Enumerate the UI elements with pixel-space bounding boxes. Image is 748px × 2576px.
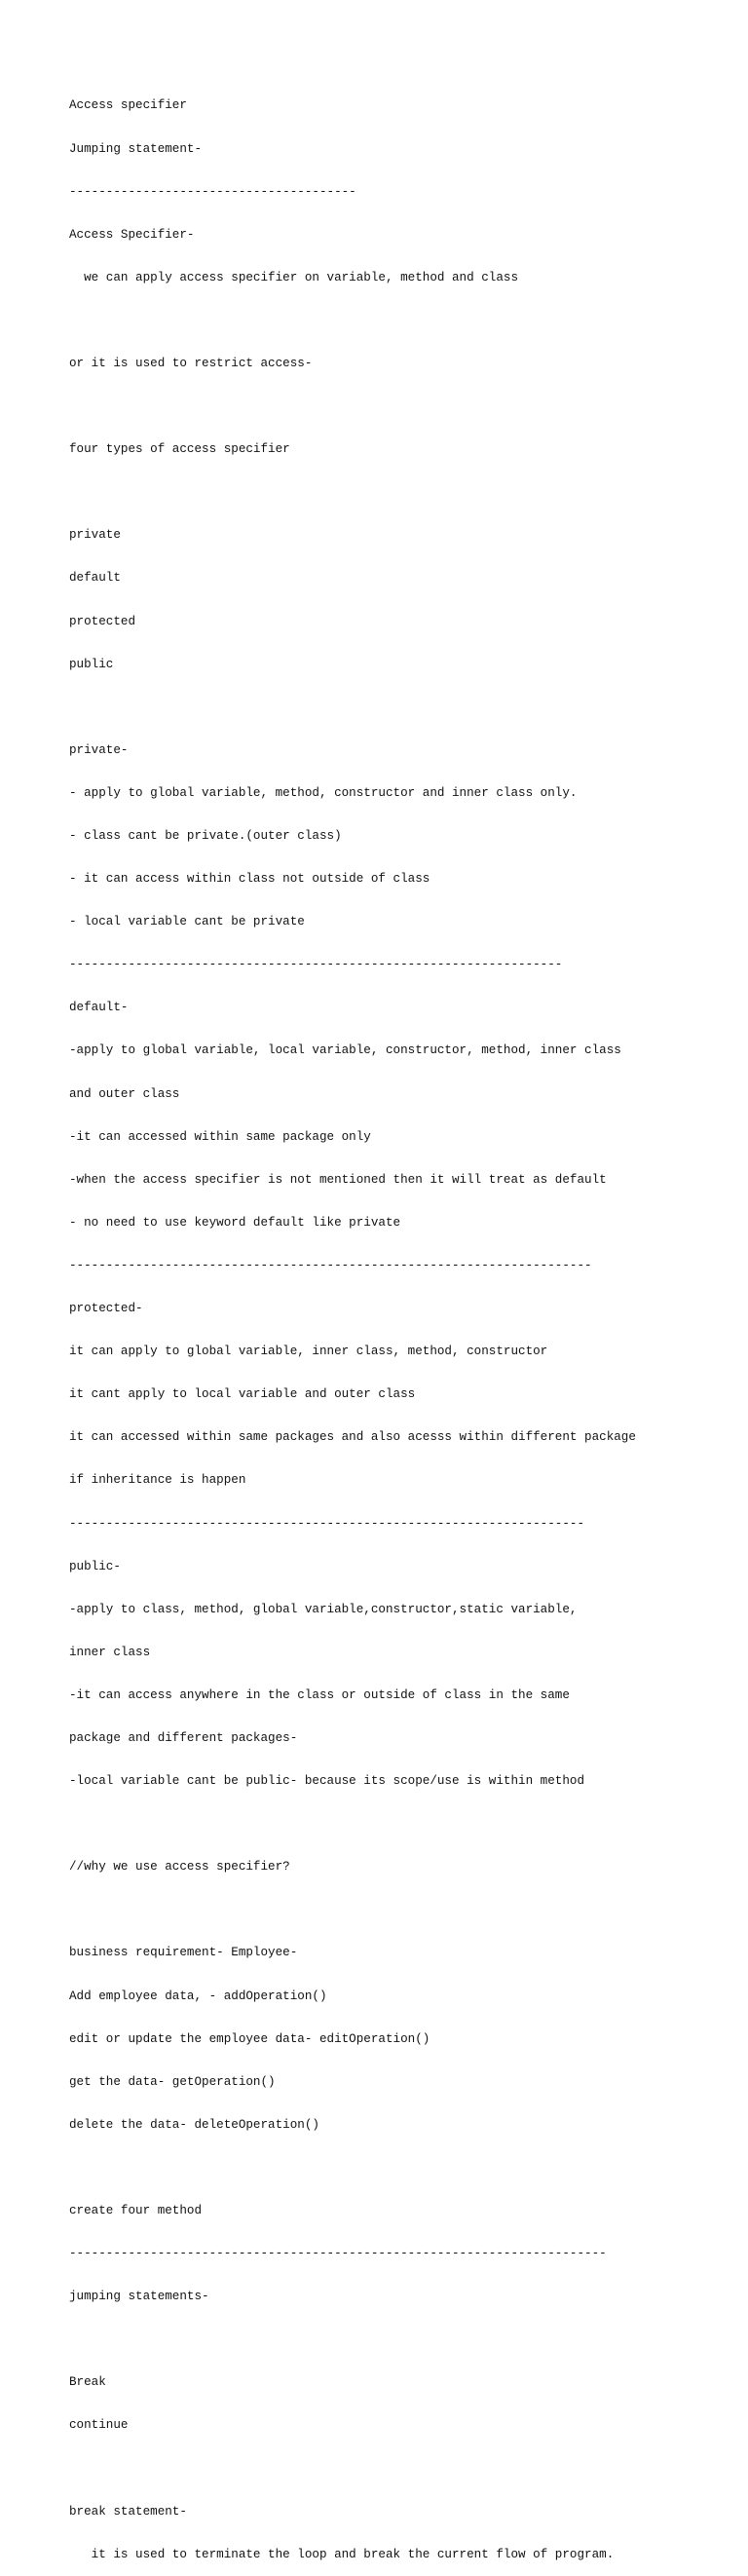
doc-line: //why we use access specifier? xyxy=(69,1860,290,1875)
blank-line xyxy=(69,2161,741,2176)
divider-line: ------------------------------------------------------------------- xyxy=(69,958,563,972)
blank-line xyxy=(69,1817,741,1832)
doc-line: get the data- getOperation() xyxy=(69,2074,276,2089)
blank-line xyxy=(69,485,741,500)
list-item: continue xyxy=(69,2418,129,2433)
blank-line xyxy=(69,2462,741,2477)
doc-line: -local variable cant be public- because its scope/use is within method xyxy=(69,1774,585,1789)
doc-line: Access specifier xyxy=(69,98,187,113)
doc-line: - apply to global variable, method, constructor and inner class only. xyxy=(69,785,578,800)
doc-line: -apply to class, method, global variable,constructor,static variable, xyxy=(69,1602,578,1616)
doc-line: create four method xyxy=(69,2204,203,2217)
divider-line: ------------------------------------------------------------------------- xyxy=(69,2247,607,2261)
list-item: default xyxy=(69,571,121,586)
section-heading: protected- xyxy=(69,1302,143,1316)
section-heading: default- xyxy=(69,1001,129,1015)
doc-line: business requirement- Employee- xyxy=(69,1946,298,1960)
list-item: protected xyxy=(69,614,136,628)
section-heading: public- xyxy=(69,1559,121,1573)
doc-line: -when the access specifier is not mentioned then it will treat as default xyxy=(69,1172,607,1187)
doc-line: - it can access within class not outside of class xyxy=(69,872,430,887)
divider-line: ----------------------------------------------------------------------- xyxy=(69,1258,592,1272)
blank-line xyxy=(69,2332,741,2347)
section-heading: break statement- xyxy=(69,2504,187,2519)
doc-line: -apply to global variable, local variable, constructor, method, inner class xyxy=(69,1043,621,1058)
doc-line: we can apply access specifier on variable, method and class xyxy=(69,270,519,284)
doc-line: or it is used to restrict access- xyxy=(69,356,313,370)
blank-line xyxy=(69,314,741,328)
doc-line: Jumping statement- xyxy=(69,141,203,156)
doc-line: - no need to use keyword default like private xyxy=(69,1215,401,1230)
doc-line: four types of access specifier xyxy=(69,442,290,457)
doc-line: - local variable cant be private xyxy=(69,915,305,929)
doc-line: it cant apply to local variable and outer class xyxy=(69,1387,416,1402)
doc-line: and outer class xyxy=(69,1086,180,1101)
divider-line: --------------------------------------- xyxy=(69,184,356,199)
doc-line: inner class xyxy=(69,1645,151,1659)
doc-line: edit or update the employee data- editOperation() xyxy=(69,2031,430,2046)
doc-line: delete the data- deleteOperation() xyxy=(69,2117,319,2132)
list-item: public xyxy=(69,657,114,671)
list-item: private xyxy=(69,528,121,543)
doc-line: -it can access anywhere in the class or outside of class in the same xyxy=(69,1687,570,1702)
doc-line: -it can accessed within same package only xyxy=(69,1129,371,1144)
section-heading: jumping statements- xyxy=(69,2290,209,2304)
section-heading: Access Specifier- xyxy=(69,227,195,242)
doc-line: package and different packages- xyxy=(69,1730,298,1745)
blank-line xyxy=(69,701,741,715)
doc-line: if inheritance is happen xyxy=(69,1473,246,1488)
document-page xyxy=(69,70,741,2576)
doc-line: Add employee data, - addOperation() xyxy=(69,1989,327,2003)
doc-line: it can apply to global variable, inner class, method, constructor xyxy=(69,1345,548,1359)
blank-line xyxy=(69,1903,741,1917)
doc-line: - class cant be private.(outer class) xyxy=(69,829,342,843)
list-item: Break xyxy=(69,2375,106,2390)
section-heading: private- xyxy=(69,742,129,757)
divider-line: ---------------------------------------------------------------------- xyxy=(69,1516,585,1531)
blank-line xyxy=(69,399,741,414)
doc-line: it can accessed within same packages and also acesss within different package xyxy=(69,1430,636,1445)
doc-line: it is used to terminate the loop and break the current flow of program. xyxy=(69,2547,615,2561)
